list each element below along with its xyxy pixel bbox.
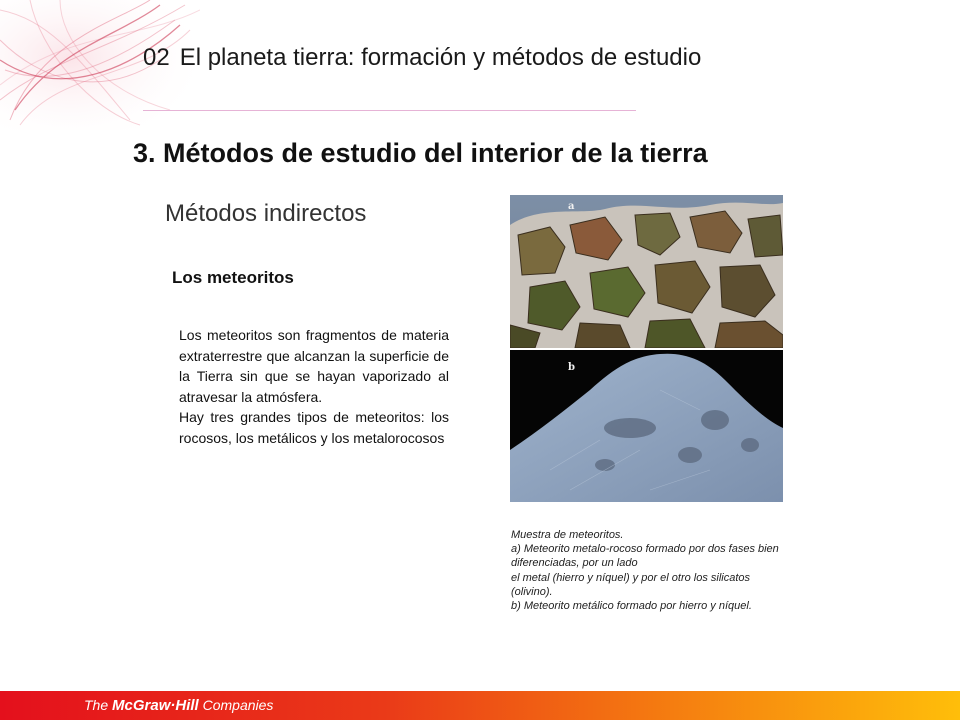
caption-line-3: el metal (hierro y níquel) y por el otro los silicatos (olivino). xyxy=(511,571,751,598)
header-divider xyxy=(143,110,636,111)
body-paragraph-2: Hay tres grandes tipos de meteoritos: los rocosos, los metálicos y los metalorocosos xyxy=(179,409,449,446)
caption-line-2: a) Meteorito metalo-rocoso formado por dos fases bien diferenciadas, por un lado xyxy=(511,543,779,570)
brand-prefix: The xyxy=(84,697,113,713)
chapter-heading xyxy=(143,44,701,72)
brand-suffix: Companies xyxy=(198,697,274,713)
footer-bar xyxy=(0,691,960,720)
subsection-title: Métodos indirectos xyxy=(165,200,367,227)
body-paragraph-1: Los meteoritos son fragmentos de materia extraterrestre que alcanzan la superficie de la Tierra sin que se hayan vaporizado al atravesar la atmósfera. xyxy=(179,327,449,405)
topic-title: Los meteoritos xyxy=(172,268,294,287)
publisher-logo xyxy=(84,697,273,714)
meteorite-photo-b xyxy=(510,350,783,502)
photo-b-label: b xyxy=(568,362,575,373)
figure-caption xyxy=(511,528,786,613)
section-title: 3. Métodos de estudio del interior de la tierra xyxy=(133,138,708,168)
chapter-number: 02 xyxy=(143,44,170,71)
chapter-title: El planeta tierra: formación y métodos de estudio xyxy=(179,44,702,71)
body-text xyxy=(179,325,449,448)
brand-name: McGraw·Hill xyxy=(112,697,199,714)
caption-line-4: b) Meteorito metálico formado por hierro y níquel. xyxy=(511,600,752,613)
caption-line-1: Muestra de meteoritos. xyxy=(511,529,624,541)
meteorite-photo-a xyxy=(510,195,783,348)
photo-a-label: a xyxy=(568,201,575,212)
